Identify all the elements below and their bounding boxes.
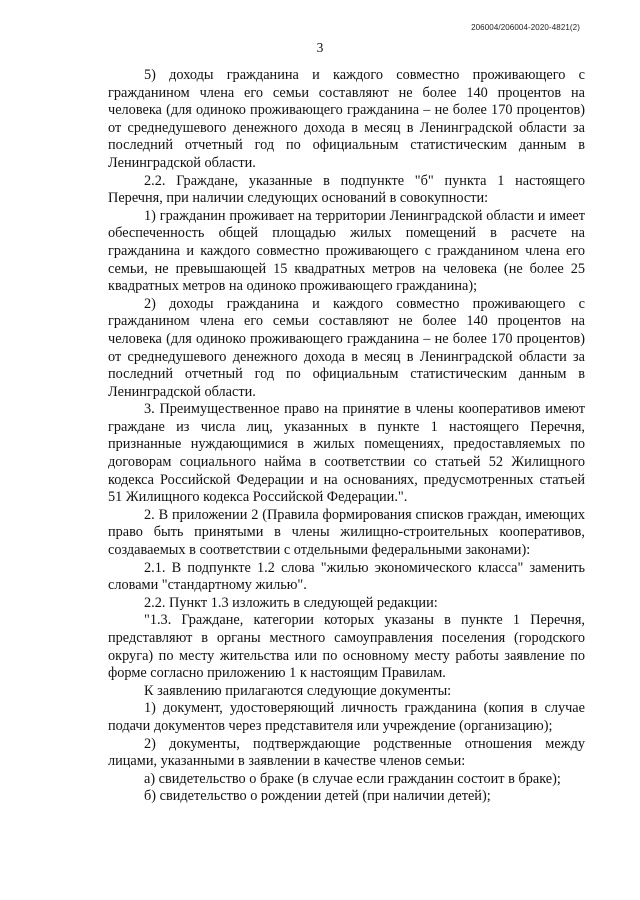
document-id: 206004/206004-2020-4821(2)	[471, 23, 580, 32]
paragraph-2-2-citizens: 2.2. Граждане, указанные в подпункте "б" пункта 1 настоящего Перечня, при наличии следующих оснований в совокупности:	[108, 172, 585, 207]
paragraph-attached-documents: К заявлению прилагаются следующие документы:	[144, 682, 452, 699]
paragraph-1-3-text: "1.3. Граждане, категории которых указаны в пункте 1 Перечня, представляют в органы местного самоуправления поселения (городского округа) по месту жительства или по основному месту работы заявление по форме согласно приложению 1 к настоящим Правилам.	[108, 612, 585, 682]
document-body	[108, 67, 585, 806]
paragraph-document-1: 1) документ, удостоверяющий личность гражданина (копия в случае подачи документов через представителя или учреждение (организацию);	[108, 700, 585, 734]
paragraph-3-preferential-right: 3. Преимущественное право на принятие в члены кооперативов имеют граждане из числа лиц, указанных в пункте 1 настоящего Перечня, признанные нуждающимися в жилых помещениях, предоставляемых по договорам социального найма в соответствии со статьей 52 Жилищного кодекса Российской Федерации и на основаниях, предусмотренных статьей 51 Жилищного кодекса Российской Федерации.".	[108, 401, 585, 506]
paragraph-2-2-point-1-3: 2.2. Пункт 1.3 изложить в следующей редакции:	[144, 594, 438, 611]
page-number: 3	[316, 40, 324, 55]
paragraph-document-2: 2) документы, подтверждающие родственные отношения между лицами, указанными в заявлении в качестве членов семьи:	[108, 735, 585, 770]
paragraph-2-appendix-2: 2. В приложении 2 (Правила формирования списков граждан, имеющих право быть принятыми в члены жилищно-строительных кооперативов, создаваемых в соответствии с отдельными федеральными законами):	[108, 506, 585, 559]
paragraph-document-2a: а) свидетельство о браке (в случае если гражданин состоит в браке);	[144, 770, 561, 787]
paragraph-2-1: 2.1. В подпункте 1.2 слова "жилью экономического класса" заменить словами "стандартному жилью".	[108, 559, 585, 594]
paragraph-condition-2: 2) доходы гражданина и каждого совместно проживающего с гражданином члена его семьи составляют не более 140 процентов на человека (для одиноко проживающего гражданина – не более 170 процентов) от среднедушевого денежного дохода в месяц в Ленинградской области за последний отчетный год по официальным статистическим данным в Ленинградской области.	[108, 295, 585, 400]
paragraph-income-5: 5) доходы гражданина и каждого совместно проживающего с гражданином члена его семьи составляют не более 140 процентов на человека (для одиноко проживающего гражданина – не более 170 процентов) от среднедушевого денежного дохода в месяц в Ленинградской области за последний отчетный год по официальным статистическим данным в Ленинградской области.	[108, 67, 585, 171]
paragraph-document-2b: б) свидетельство о рождении детей (при наличии детей);	[144, 788, 491, 805]
paragraph-condition-1: 1) гражданин проживает на территории Ленинградской области и имеет обеспеченность общей площадью жилых помещений в расчете на гражданина и каждого совместно проживающего с гражданином члена его семьи, не превышающей 15 квадратных метров на человека (не более 25 квадратных метров на одиноко проживающего гражданина);	[108, 207, 585, 295]
